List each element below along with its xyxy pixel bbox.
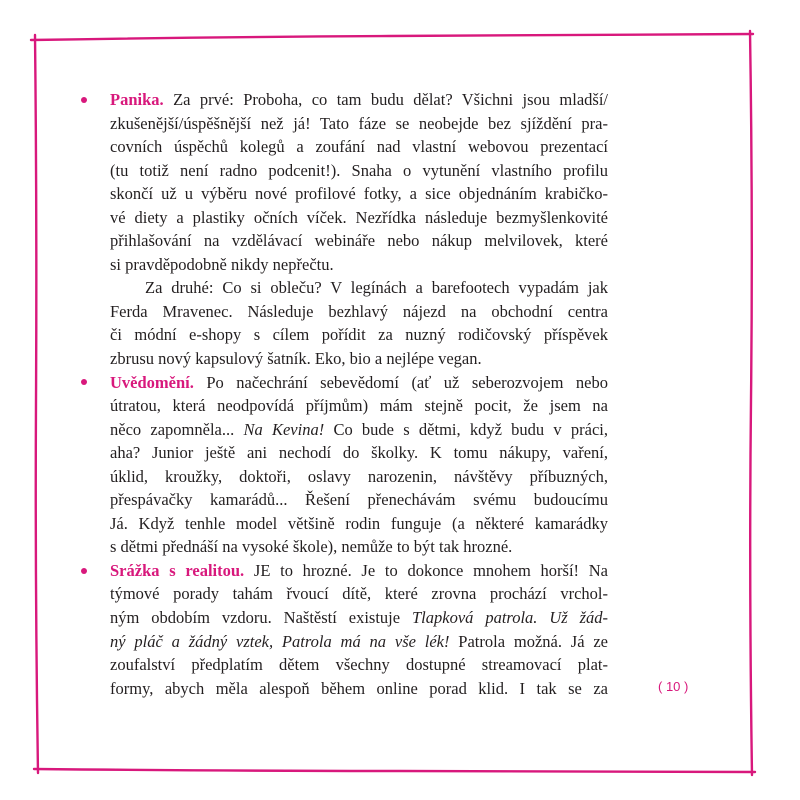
text-line	[110, 229, 608, 253]
text-line	[110, 653, 608, 677]
text-line	[110, 488, 608, 512]
text-run: zbrusu nový kapsulový šatník. Eko, bio a nejlépe vegan.	[110, 349, 482, 369]
text-run: aha? Junior ještě ani nechodí do školky. K tomu nákupy, vaření,	[110, 443, 608, 463]
text-run: Patrola možná. Já ze	[449, 631, 609, 651]
paragraph	[110, 559, 608, 700]
item-heading: Srážka s realitou.	[110, 560, 245, 580]
paragraph	[110, 88, 608, 276]
text-run: Po načechrání sebevědomí (ať už seberozvojem nebo	[193, 372, 608, 392]
bullet-item	[110, 88, 608, 371]
text-run: týmové porady tahám řvoucí dítě, které zrovna prochází vrchol-	[110, 584, 608, 604]
text-line	[110, 253, 608, 277]
bullet-dot	[81, 568, 87, 574]
text-run: formy, abych měla alespoň během online porad klid. I tak se za	[110, 678, 608, 698]
text-line	[110, 347, 608, 371]
text-line	[110, 323, 608, 347]
text-line	[110, 276, 608, 300]
item-heading: Uvědomění.	[110, 372, 194, 392]
italic-text: Tlapková patrola. Už žád-	[412, 608, 608, 628]
text-line	[110, 300, 608, 324]
text-run: Za druhé: Co si obleču? V legínách a barefootech vypadám jak	[145, 278, 608, 298]
text-run: něco zapomněla...	[110, 419, 244, 439]
text-run: Ferda Mravenec. Následuje bezhlavý nájezd na obchodní centra	[110, 301, 608, 321]
text-run: Za prvé: Proboha, co tam budu dělat? Všichni jsou mladší/	[163, 90, 608, 109]
text-run: či módní e-shopy s cílem pořídit za nuzný rodičovský příspěvek	[110, 325, 608, 345]
text-line	[110, 465, 608, 489]
text-line	[110, 535, 608, 559]
text-line	[110, 135, 608, 159]
italic-text: Na Kevina!	[243, 419, 325, 439]
item-heading: Panika.	[110, 90, 164, 109]
text-line	[110, 112, 608, 136]
text-run: Co bude s dětmi, když budu v práci,	[324, 419, 608, 439]
text-line	[110, 206, 608, 230]
paragraph	[110, 371, 608, 559]
text-run: přihlašování na vzdělávací webináře nebo nákup melvilovek, které	[110, 231, 608, 251]
text-line	[110, 559, 608, 583]
text-line	[110, 182, 608, 206]
text-line	[110, 582, 608, 606]
text-line	[110, 677, 608, 701]
text-run: s dětmi přednáší na vysoké škole), nemůže to být tak hrozné.	[110, 537, 513, 557]
text-run: přespávačky kamarádů... Řešení přenechávám svému budoucímu	[110, 490, 608, 510]
text-line	[110, 630, 608, 654]
paragraph	[110, 276, 608, 370]
text-run: zkušenější/úspěšnější než já! Tato fáze se neobejde bez sjíždění pra-	[110, 113, 608, 133]
text-run: zoufalství předplatím dětem všechny dostupné streamovací plat-	[110, 655, 608, 675]
text-run: útratou, která neodpovídá příjmům) mám stejně pocit, že jsem na	[110, 396, 608, 416]
text-line	[110, 394, 608, 418]
text-run: Já. Když tenhle model většině rodin funguje (a některé kamarádky	[110, 513, 608, 533]
text-run: JE to hrozné. Je to dokonce mnohem horší! Na	[244, 560, 608, 580]
text-run: covních úspěchů kolegů a zoufání nad vlastní webovou prezentací	[110, 137, 608, 157]
bullet-item	[110, 559, 608, 700]
text-line	[110, 418, 608, 442]
page-text	[110, 88, 608, 700]
italic-text: ný pláč a žádný vztek, Patrola má na vše lék!	[110, 631, 450, 651]
text-run: skončí už u výběru nové profilové fotky, a sice objednáním krabičko-	[110, 184, 608, 204]
text-line	[110, 159, 608, 183]
text-run: úklid, kroužky, doktoři, oslavy narozenin, návštěvy příbuzných,	[110, 466, 608, 486]
text-run: si pravděpodobně nikdy nepřečtu.	[110, 254, 334, 274]
text-line	[110, 606, 608, 630]
page-number: ( 10 )	[658, 679, 689, 694]
border-right	[750, 31, 752, 775]
border-bottom	[34, 769, 755, 772]
text-run: vé diety a plastiky očních víček. Nezřídka následuje bezmyšlenkovité	[110, 207, 608, 227]
text-line	[110, 371, 608, 395]
text-line	[110, 512, 608, 536]
bullet-dot	[81, 97, 87, 103]
text-run: (tu totiž není radno podcenit!). Snaha o vytunění vlastního profilu	[110, 160, 608, 180]
text-run: ným obdobím vzdoru. Naštěstí existuje	[110, 608, 412, 628]
border-left	[35, 35, 38, 773]
border-top	[31, 34, 753, 40]
text-line	[110, 441, 608, 465]
text-line	[110, 88, 608, 112]
bullet-item	[110, 371, 608, 559]
